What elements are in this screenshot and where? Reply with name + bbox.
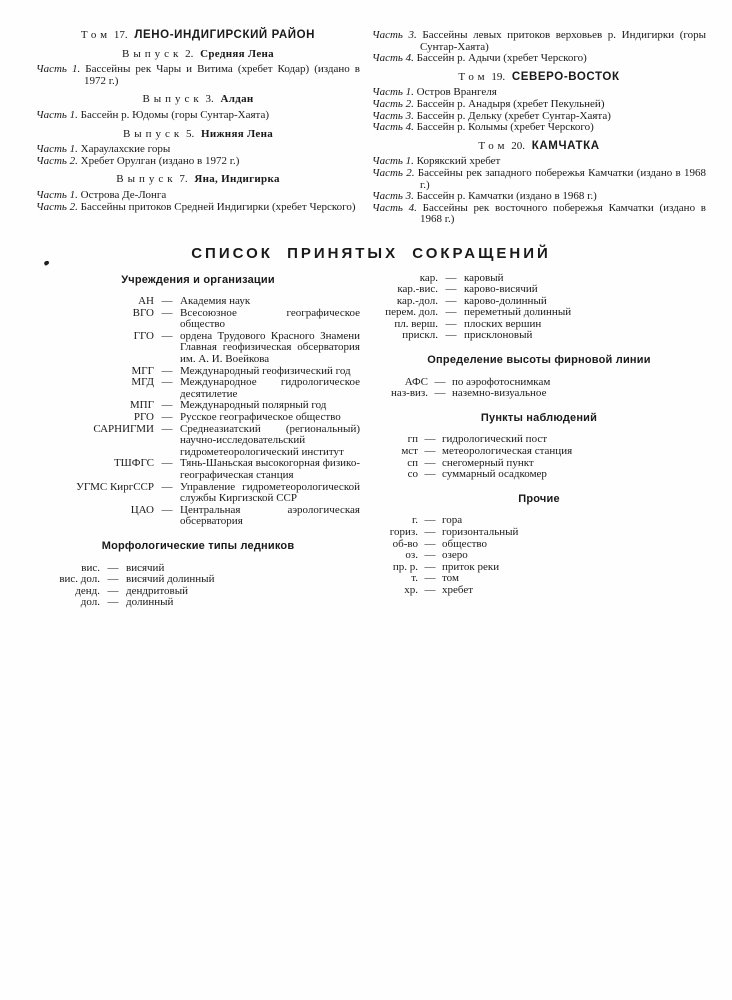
- abbr-definition: карово-долинный: [464, 294, 547, 307]
- part-label: Часть 1.: [372, 155, 414, 168]
- abbr-list-others: [372, 515, 706, 596]
- part-text: Хребет Орулган (издано в 1972 г.): [80, 154, 240, 167]
- em-dash: —: [161, 399, 173, 412]
- abbr-row: [36, 597, 360, 609]
- part-text: Бассейн р. Анадыря (хребет Пекульней): [416, 97, 605, 110]
- abbr-definition: карово-висячий: [464, 283, 538, 296]
- abbr-term: наз-виз.: [391, 387, 428, 400]
- part-entry: [36, 110, 360, 122]
- abbr-definition: гора: [442, 514, 463, 527]
- part-text: Бассейны притоков Средней Индигирки (хребет Черского): [80, 200, 356, 213]
- em-dash: —: [424, 526, 436, 538]
- part-label: Часть 3.: [372, 109, 414, 122]
- part-entry: [36, 202, 360, 214]
- abbr-row: [36, 574, 360, 586]
- abbr-list-firn-line: [372, 377, 706, 400]
- part-label: Часть 2.: [372, 97, 414, 110]
- em-dash: —: [445, 294, 457, 307]
- volume-word: Том: [458, 70, 489, 83]
- abbr-term: г.: [411, 514, 418, 527]
- abbr-row: [372, 515, 706, 527]
- volume-heading: [372, 72, 706, 84]
- part-text: Бассейны левых притоков верховьев р. Индигирки (горы Сунтар-Хаята): [420, 29, 706, 53]
- abbr-row: [372, 330, 706, 342]
- part-entry: [372, 53, 706, 65]
- abbr-term: пр. р.: [392, 560, 418, 573]
- em-dash: —: [161, 422, 173, 435]
- abbr-definition: Академия наук: [180, 295, 251, 308]
- abbr-definition: наземно-визуальное: [452, 387, 547, 400]
- abbr-term: ТШФГС: [113, 457, 154, 470]
- abbr-term: МГГ: [131, 364, 154, 377]
- volume-title: ЛЕНО-ИНДИГИРСКИЙ РАЙОН: [134, 29, 316, 41]
- section-heading-others: Прочие: [518, 492, 560, 505]
- abbr-term: оз.: [405, 549, 418, 562]
- abbr-list-observation-points: [372, 434, 706, 480]
- part-entry: [372, 30, 706, 53]
- abbr-definition: гидрологический пост: [442, 433, 548, 446]
- issue-number: 5.: [186, 127, 195, 140]
- abbr-list-institutions: [36, 296, 360, 528]
- em-dash: —: [424, 583, 436, 596]
- em-dash: —: [445, 317, 457, 330]
- em-dash: —: [445, 306, 457, 319]
- abbr-term: ВГО: [132, 306, 154, 319]
- abbr-definition: дендритовый: [126, 584, 188, 597]
- em-dash: —: [424, 445, 436, 458]
- em-dash: —: [161, 329, 173, 342]
- em-dash: —: [445, 271, 457, 284]
- issue-heading: [36, 129, 360, 141]
- part-label: Часть 1.: [36, 143, 78, 156]
- part-text: Бассейны рек Чары и Витима (хребет Кодар) (издано в 1972 г.): [84, 63, 360, 87]
- volume-heading: [36, 30, 360, 42]
- issue-heading: [36, 174, 360, 186]
- abbr-term: об-во: [392, 537, 418, 550]
- abbr-row: [36, 482, 360, 505]
- em-dash: —: [107, 584, 119, 597]
- abbr-definition: Тянь-Шаньская высокогорная физико-географическая станция: [180, 457, 360, 481]
- abbr-definition: Международное гидрологическое десятилетие: [180, 376, 360, 400]
- abbr-definition: плоских вершин: [464, 317, 542, 330]
- issue-heading: [36, 49, 360, 61]
- part-label: Часть 2.: [36, 154, 78, 167]
- abbr-term: МПГ: [129, 399, 154, 412]
- abbr-row: [372, 550, 706, 562]
- abbr-row: [372, 573, 706, 585]
- em-dash: —: [107, 573, 119, 586]
- em-dash: —: [424, 514, 436, 527]
- em-dash: —: [161, 457, 173, 470]
- part-text: Бассейн р. Колымы (хребет Черского): [416, 121, 594, 134]
- abbr-definition: Международный геофизический год: [180, 364, 351, 377]
- abbr-definition: висячий: [126, 561, 165, 574]
- issue-word: Выпуск: [142, 93, 203, 106]
- abbr-term: вис. дол.: [59, 573, 100, 586]
- abbreviations-column-right: [372, 273, 706, 609]
- abbreviations-section: [36, 273, 706, 609]
- part-text: Бассейны рек западного побережья Камчатки (издано в 1968 г.): [417, 166, 707, 191]
- ink-speck: [43, 260, 49, 265]
- em-dash: —: [161, 503, 173, 516]
- abbr-term: РГО: [133, 411, 154, 424]
- abbr-definition: Всесоюзное географическое общество: [180, 306, 360, 331]
- em-dash: —: [161, 480, 173, 493]
- abbr-definition: метеорологическая станция: [442, 445, 573, 458]
- em-dash: —: [161, 295, 173, 308]
- part-label: Часть 2.: [36, 200, 78, 213]
- volume-title: СЕВЕРО-ВОСТОК: [511, 70, 620, 83]
- abbr-definition: ордена Трудового Красного Знамени Главная геофизическая обсерватория им. А. И. Воейкова: [180, 329, 360, 366]
- abbr-definition: переметный долинный: [464, 306, 572, 319]
- abbr-definition: горизонтальный: [442, 526, 519, 538]
- abbr-term: ЦАО: [130, 503, 154, 516]
- issue-title: Алдан: [220, 93, 254, 106]
- abbr-term: САРНИГМИ: [93, 422, 154, 435]
- abbr-definition: Управление гидрометеорологической службы Киргизской ССР: [180, 480, 360, 505]
- abbr-term: ГГО: [133, 329, 154, 342]
- part-label: Часть 2.: [372, 166, 415, 179]
- abbreviations-column-left: [36, 273, 360, 609]
- abbr-definition: висячий долинный: [126, 573, 215, 586]
- abbr-term: кар.-дол.: [396, 294, 438, 307]
- abbr-definition: Центральная аэрологическая обсерватория: [180, 503, 360, 528]
- part-text: Корякский хребет: [416, 155, 501, 168]
- volume-heading: [372, 141, 706, 153]
- volume-number: 19.: [491, 70, 506, 83]
- abbr-term: кар.: [419, 271, 438, 284]
- volume-number: 17.: [113, 29, 128, 41]
- part-label: Часть 1.: [372, 86, 414, 99]
- issue-word: Выпуск: [122, 47, 183, 60]
- abbr-definition: том: [442, 572, 459, 585]
- abbr-row: [372, 539, 706, 551]
- abbr-term: пл. верш.: [394, 317, 438, 330]
- page-title: СПИСОК ПРИНЯТЫХ СОКРАЩЕНИЙ: [191, 244, 551, 262]
- issue-number: 2.: [185, 47, 194, 60]
- em-dash: —: [161, 411, 173, 424]
- abbr-term: со: [407, 468, 418, 481]
- volume-word: Том: [478, 139, 509, 152]
- abbr-definition: каровый: [464, 271, 504, 284]
- abbr-row: [36, 308, 360, 331]
- abbr-definition: Среднеазиатский (региональный) научно-исследовательский гидрометеорологический институт: [180, 422, 360, 458]
- em-dash: —: [445, 329, 457, 342]
- abbr-definition: озеро: [442, 549, 468, 562]
- abbr-term: кар.-вис.: [397, 283, 438, 296]
- abbr-row: [36, 505, 360, 528]
- issue-title: Средняя Лена: [200, 47, 274, 60]
- abbr-definition: Русское географическое общество: [180, 411, 341, 424]
- part-entry: [372, 122, 706, 134]
- em-dash: —: [424, 456, 436, 469]
- issue-word: Выпуск: [116, 173, 177, 186]
- abbr-row: [36, 296, 360, 308]
- abbr-row: [372, 469, 706, 481]
- abbr-term: АН: [138, 295, 154, 308]
- abbr-definition: долинный: [126, 596, 174, 609]
- issue-heading: [36, 94, 360, 106]
- section-heading-firn-line: Определение высоты фирновой линии: [427, 354, 651, 367]
- abbr-row: [372, 527, 706, 539]
- abbr-term: дол.: [80, 596, 100, 609]
- part-text: Остров Врангеля: [416, 86, 497, 99]
- abbr-list-glacier-types-left: [36, 563, 360, 609]
- part-text: Острова Де-Лонга: [80, 188, 167, 201]
- part-label: Часть 3.: [372, 29, 417, 41]
- part-label: Часть 1.: [36, 188, 78, 201]
- abbr-definition: по аэрофотоснимкам: [452, 375, 551, 388]
- part-text: Бассейн р. Адычи (хребет Черского): [416, 52, 587, 65]
- abbr-term: хр.: [404, 583, 418, 596]
- abbr-row: [36, 458, 360, 481]
- volumes-column-right: [372, 30, 706, 226]
- abbr-term: перем. дол.: [385, 306, 438, 319]
- abbr-row: [36, 377, 360, 400]
- issue-number: 7.: [179, 173, 188, 186]
- abbr-definition: снегомерный пункт: [442, 456, 534, 469]
- volume-number: 20.: [511, 139, 526, 152]
- volumes-column-left: [36, 30, 360, 226]
- part-entry: [372, 168, 706, 191]
- abbr-row: [36, 412, 360, 424]
- em-dash: —: [424, 433, 436, 446]
- issue-title: Яна, Индигирка: [194, 173, 280, 186]
- abbr-term: мст: [401, 445, 418, 458]
- em-dash: —: [434, 387, 446, 400]
- abbr-row: [372, 284, 706, 296]
- abbr-term: сп: [407, 456, 418, 469]
- abbr-term: АФС: [404, 375, 428, 388]
- abbr-term: денд.: [75, 584, 100, 597]
- issue-word: Выпуск: [122, 127, 184, 140]
- abbr-definition: суммарный осадкомер: [442, 468, 547, 481]
- part-entry: [36, 156, 360, 168]
- part-text: Бассейн р. Юдомы (горы Сунтар-Хаята): [80, 108, 270, 121]
- section-heading-institutions: Учреждения и организации: [121, 273, 275, 286]
- abbr-term: вис.: [81, 561, 100, 574]
- part-label: Часть 4.: [372, 121, 414, 134]
- part-label: Часть 1.: [36, 108, 78, 121]
- abbr-row: [372, 446, 706, 458]
- em-dash: —: [424, 572, 436, 585]
- abbr-term: МГД: [131, 376, 154, 389]
- volume-title: КАМЧАТКА: [531, 139, 600, 152]
- abbr-term: гп: [407, 433, 418, 446]
- part-text: Бассейны рек восточного побережья Камчатки (издано в 1968 г.): [420, 201, 707, 226]
- volume-word: Том: [80, 29, 112, 41]
- abbr-term: т.: [411, 572, 418, 585]
- em-dash: —: [161, 364, 173, 377]
- em-dash: —: [107, 596, 119, 609]
- part-text: Хараулахские горы: [80, 143, 171, 156]
- em-dash: —: [445, 283, 457, 296]
- abbr-definition: общество: [442, 537, 488, 550]
- em-dash: —: [161, 306, 173, 319]
- part-label: Часть 4.: [372, 201, 417, 214]
- part-entry: [36, 64, 360, 87]
- em-dash: —: [161, 376, 173, 389]
- abbr-row: [36, 331, 360, 366]
- issue-number: 3.: [205, 93, 214, 106]
- em-dash: —: [424, 560, 436, 573]
- abbr-term: прискл.: [402, 329, 438, 342]
- abbr-list-glacier-types-right: [372, 273, 706, 343]
- abbr-definition: приток реки: [442, 560, 500, 573]
- abbr-definition: хребет: [442, 583, 474, 596]
- part-label: Часть 3.: [372, 190, 414, 203]
- em-dash: —: [434, 375, 446, 388]
- part-text: Бассейн р. Камчатки (издано в 1968 г.): [416, 190, 597, 203]
- part-label: Часть 4.: [372, 52, 414, 65]
- em-dash: —: [424, 468, 436, 481]
- abbr-definition: присклоновый: [464, 329, 533, 342]
- abbr-row: [36, 424, 360, 459]
- volumes-section: [36, 30, 706, 226]
- em-dash: —: [424, 549, 436, 562]
- abbr-row: [372, 585, 706, 597]
- part-entry: [372, 203, 706, 226]
- abbr-term: УГМС КиргССР: [76, 480, 154, 493]
- em-dash: —: [424, 537, 436, 550]
- part-text: Бассейн р. Дельку (хребет Сунтар-Хаята): [416, 109, 611, 122]
- abbr-definition: Международный полярный год: [180, 399, 327, 412]
- section-heading-observation-points: Пункты наблюдений: [480, 411, 598, 424]
- abbr-row: [372, 388, 706, 400]
- part-label: Часть 1.: [36, 63, 81, 76]
- section-heading-glacier-types: Морфологические типы ледников: [101, 539, 295, 552]
- abbr-term: гориз.: [389, 526, 418, 538]
- em-dash: —: [107, 561, 119, 574]
- abbr-row: [372, 562, 706, 574]
- issue-title: Нижняя Лена: [201, 127, 274, 140]
